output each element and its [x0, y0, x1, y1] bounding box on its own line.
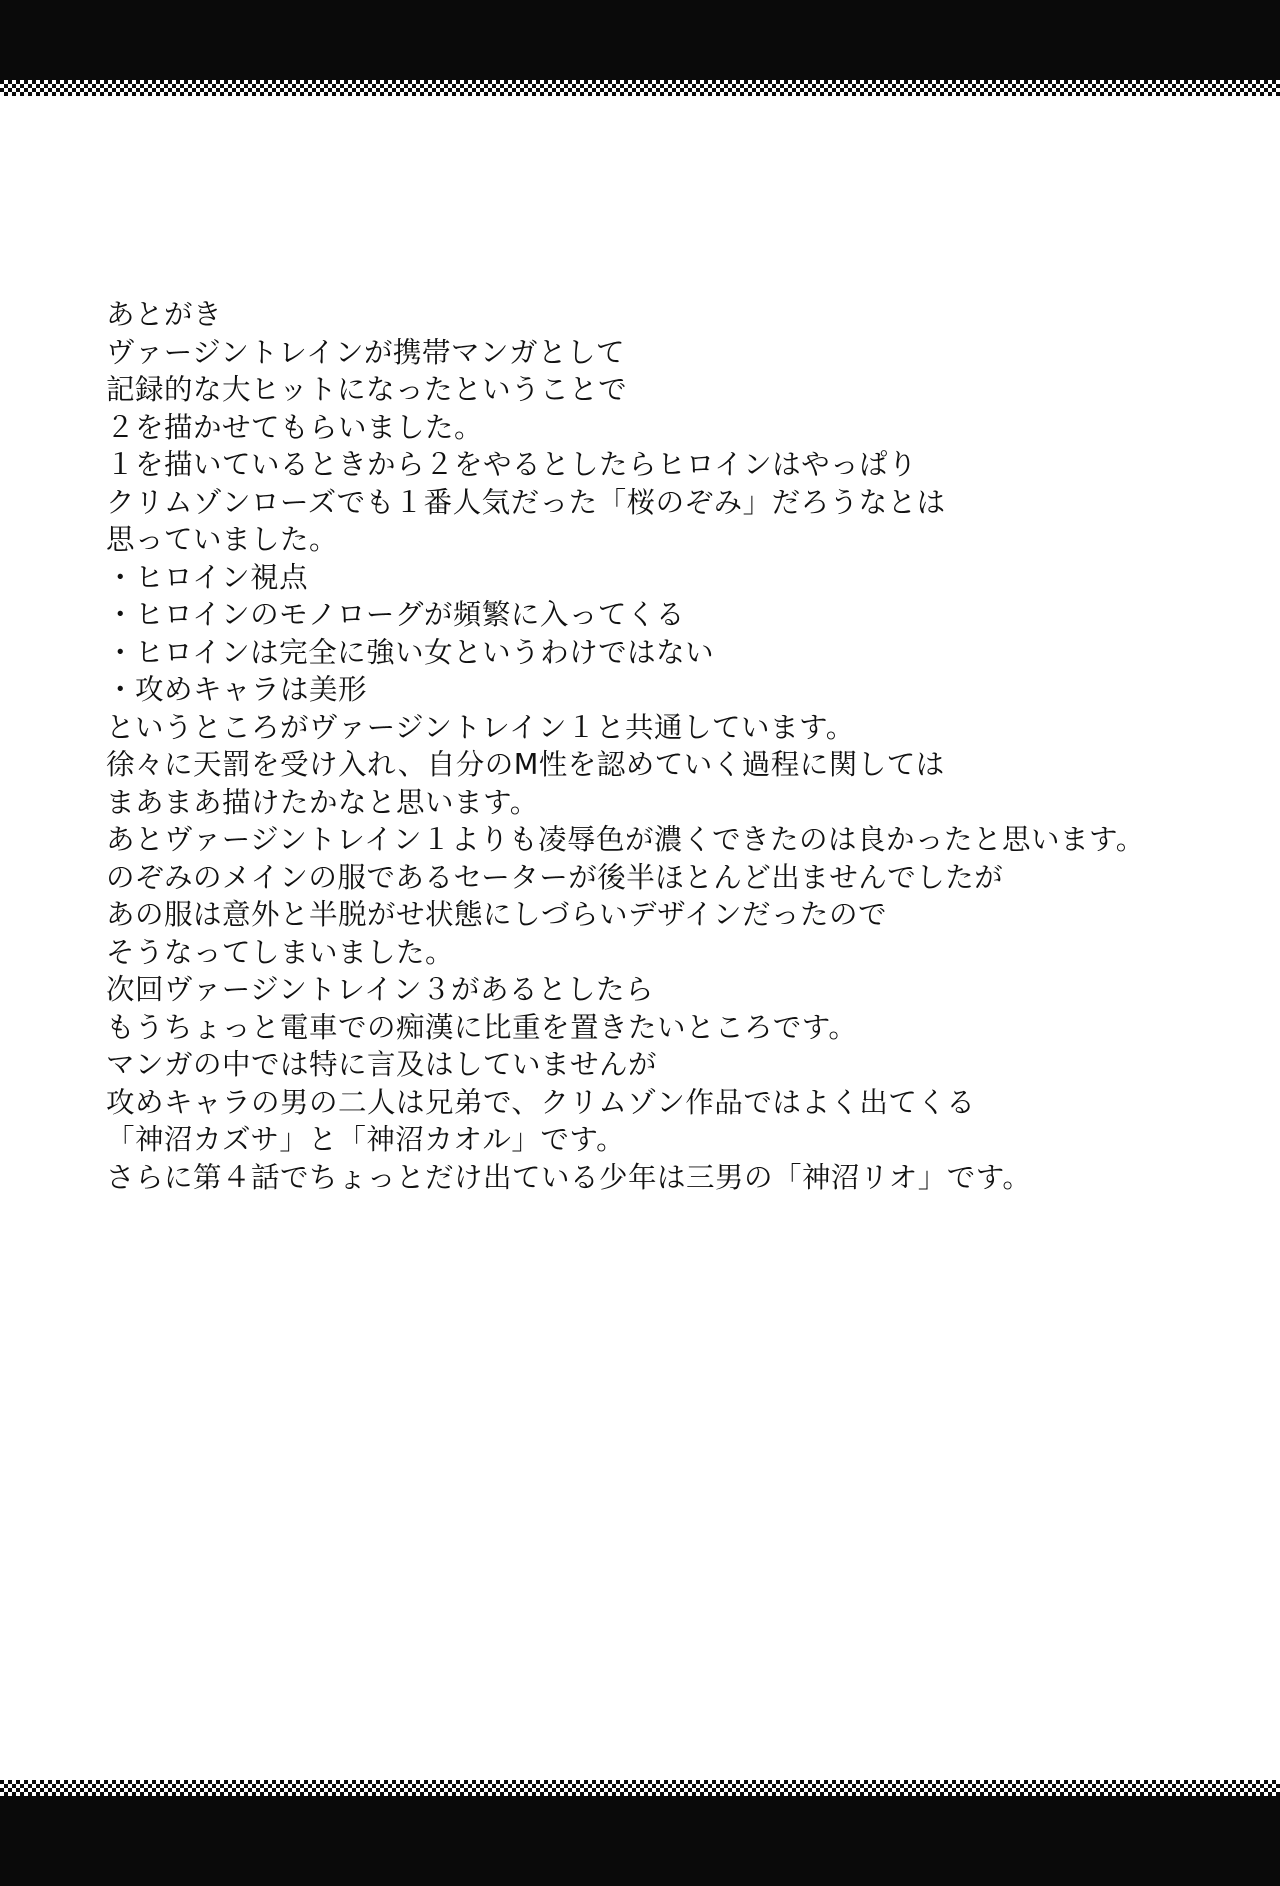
text-line: 記録的な大ヒットになったということで — [106, 373, 628, 406]
text-line: 徐々に天罰を受け入れ、自分のM性を認めていく過程に関しては — [106, 748, 945, 781]
bullet-item: ・ヒロインは完全に強い女というわけではない — [106, 635, 715, 669]
text-line: ヴァージントレインが携帯マンガとして — [106, 335, 626, 369]
text-line: クリムゾンローズでも１番人気だった「桜のぞみ」だろうなとは — [106, 485, 946, 519]
afterword-heading: あとがき — [106, 298, 223, 331]
text-line: １を描いているときから２をやるとしたらヒロインはやっぱり — [106, 448, 918, 481]
text-line: のぞみのメインの服であるセーターが後半ほとんど出ませんでしたが — [106, 860, 1004, 894]
text-line: もうちょっと電車での痴漢に比重を置きたいところです。 — [106, 1010, 858, 1044]
text-line: 「神沼カズサ」と「神沼カオル」です。 — [106, 1123, 626, 1156]
text-line: まあまあ描けたかなと思います。 — [106, 785, 539, 819]
bottom-checkered-border — [0, 1780, 1280, 1796]
text-line: さらに第４話でちょっとだけ出ている少年は三男の「神沼リオ」です。 — [106, 1160, 1032, 1194]
text-line: あの服は意外と半脱がせ状態にしづらいデザインだったので — [106, 898, 888, 931]
top-checkered-border — [0, 80, 1280, 96]
text-line: 攻めキャラの男の二人は兄弟で、クリムゾン作品ではよく出てくる — [106, 1085, 976, 1119]
text-line: マンガの中では特に言及はしていませんが — [106, 1048, 658, 1081]
afterword-text — [106, 296, 1256, 1196]
text-line: 次回ヴァージントレイン３があるとしたら — [106, 973, 655, 1006]
text-line: というところがヴァージントレイン１と共通しています。 — [106, 710, 855, 744]
bullet-item: ・ヒロイン視点 — [106, 560, 309, 594]
bullet-item: ・攻めキャラは美形 — [106, 673, 368, 706]
top-black-band — [0, 0, 1280, 80]
bottom-black-band — [0, 1796, 1280, 1886]
text-line: あとヴァージントレイン１よりも凌辱色が濃くできたのは良かったと思います。 — [106, 823, 1145, 856]
text-line: そうなってしまいました。 — [106, 935, 455, 969]
bullet-item: ・ヒロインのモノローグが頻繁に入ってくる — [106, 598, 685, 631]
text-line: 思っていました。 — [106, 523, 339, 556]
text-line: ２を描かせてもらいました。 — [106, 410, 484, 444]
